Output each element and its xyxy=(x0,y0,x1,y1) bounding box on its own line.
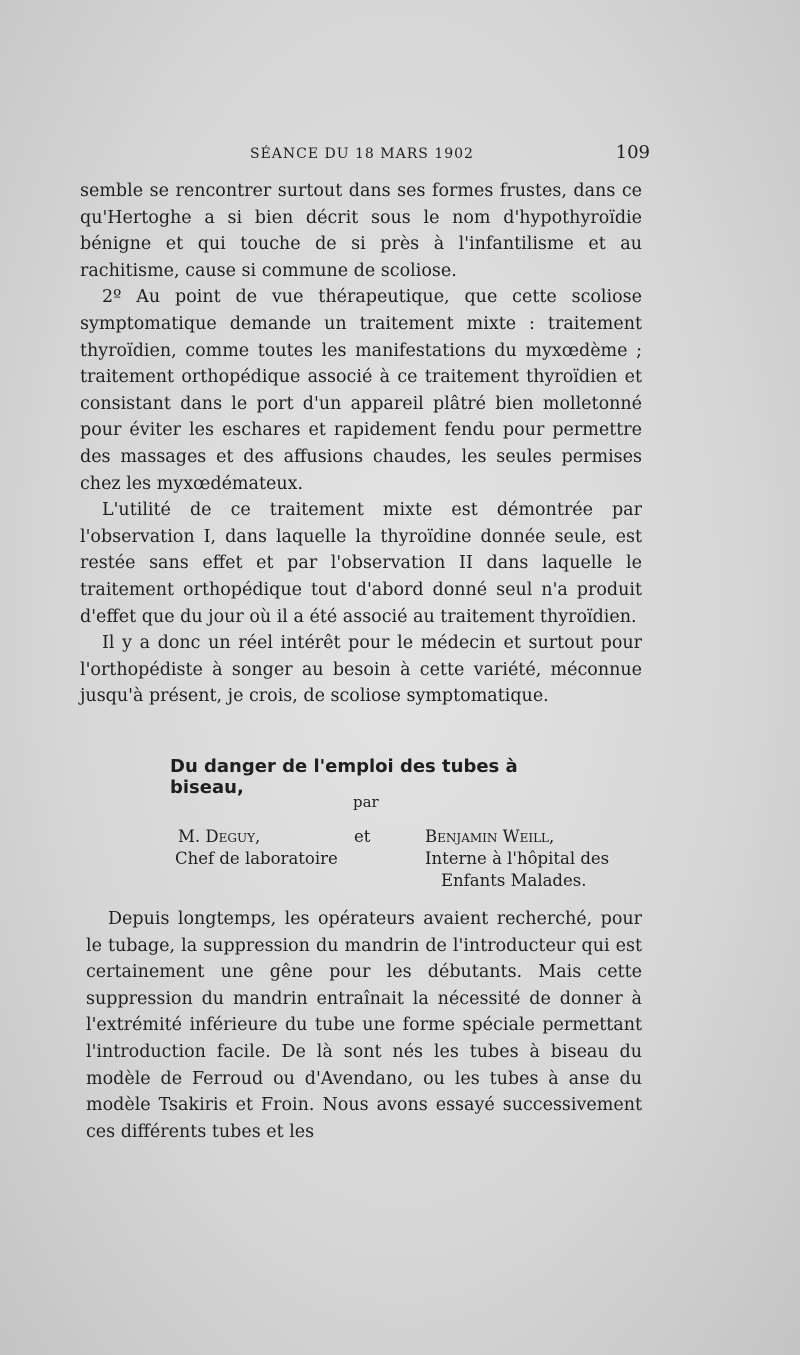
paragraph-conclusion: Il y a donc un réel intérêt pour le médecin et surtout pour l'orthopédiste à songer au besoin à cette variété, méconnue jusqu'à présent, je crois, de scoliose symptomatique. xyxy=(80,633,642,707)
authors-block xyxy=(80,826,642,896)
article-text xyxy=(86,906,642,1145)
author-role-continued: Enfants Malades. xyxy=(441,871,587,890)
paragraph-continuation: semble se rencontrer surtout dans ses formes frustes, dans ce qu'Hertoghe a si bien décrit sous le nom d'hypothyroïdie bénigne et qui touche de si près à l'infantilisme et au rachitisme, cause si commune de scoliose. xyxy=(80,181,642,281)
byline-et: et xyxy=(354,827,371,846)
paragraph-utility: L'utilité de ce traitement mixte est démontrée par l'observation I, dans laquelle la thyroïdine donnée seule, est restée sans effet et par l'observation II dans laquelle le traitement orthopédique tout d'abord donné seul n'a produit d'effet que du jour où il a été associé au traitement thyroïdien. xyxy=(80,500,642,627)
author-role: Chef de laboratoire xyxy=(175,849,338,868)
byline-par: par xyxy=(353,793,379,811)
running-head: SÉANCE DU 18 MARS 1902 xyxy=(250,146,474,162)
page-header xyxy=(80,142,650,172)
author-deguy xyxy=(175,826,338,870)
author-name: Benjamin Weill, xyxy=(425,827,555,846)
author-name: M. Deguy, xyxy=(178,827,261,846)
page-number: 109 xyxy=(615,142,650,163)
article-title: Du danger de l'emploi des tubes à biseau, xyxy=(170,756,518,798)
author-weill xyxy=(425,826,609,892)
paragraph-therapeutic: 2º Au point de vue thérapeutique, que cette scoliose symptomatique demande un traitement mixte : traitement thyroïdien, comme toutes les manifestations du myxœdème ; traitement orthopédique associé à ce traitement thyroïdien et consistant dans le port d'un appareil plâtré bien molletonné pour éviter les eschares et rapidement fendu pour permettre des massages et des affusions chaudes, les seules permises chez les myxœdémateux. xyxy=(80,287,642,494)
paragraph-intubation: Depuis longtemps, les opérateurs avaient recherché, pour le tubage, la suppression du mandrin de l'introducteur qui est certainement une gêne pour les débutants. Mais cette suppression du mandrin entraînait la nécessité de donner à l'extrémité inférieure du tube une forme spéciale permettant l'introduction facile. De là sont nés les tubes à biseau du modèle de Ferroud ou d'Avendano, ou les tubes à anse du modèle Tsakiris et Froin. Nous avons essayé successivement ces différents tubes et les xyxy=(86,909,642,1142)
author-role: Interne à l'hôpital des xyxy=(425,849,610,868)
main-text xyxy=(80,178,642,710)
